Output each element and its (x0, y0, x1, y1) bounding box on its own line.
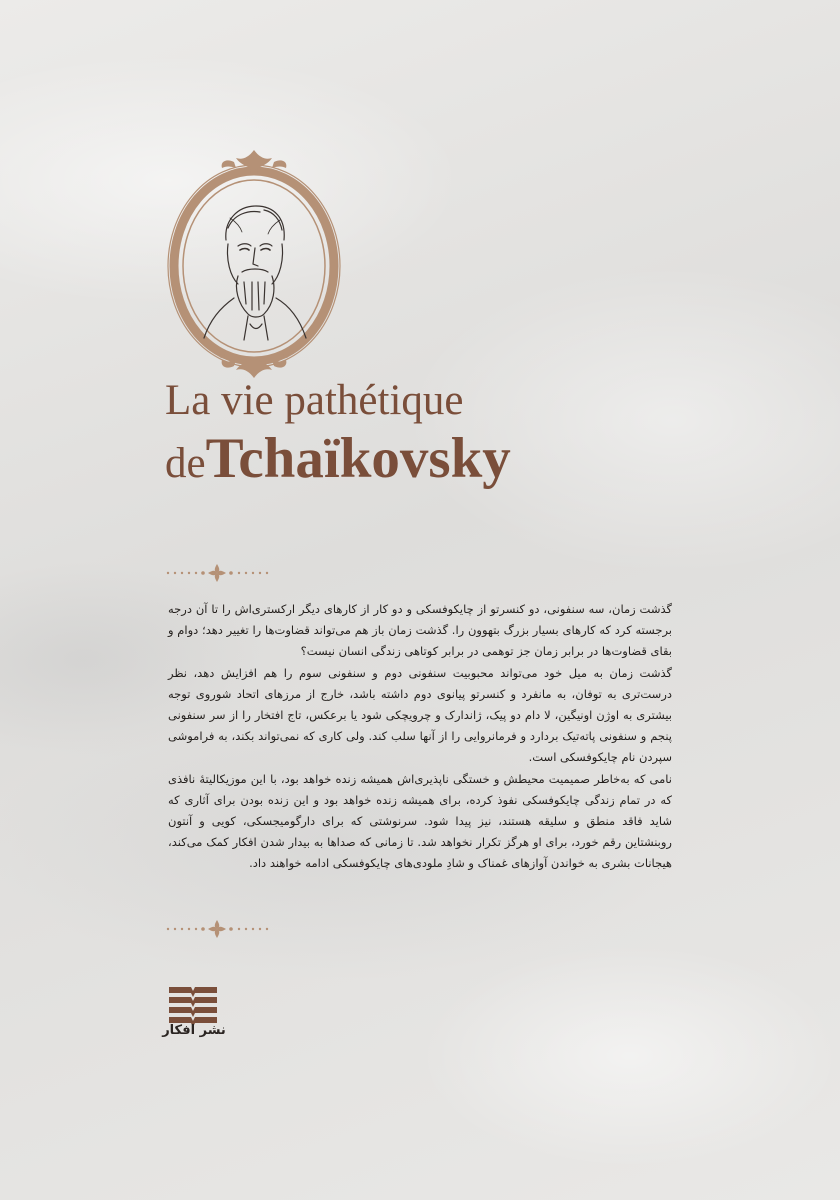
tchaikovsky-portrait-icon (204, 206, 306, 340)
decorative-divider-icon (165, 918, 270, 940)
title-name: Tchaïkovsky (205, 427, 511, 490)
back-cover-blurb (168, 599, 672, 875)
blurb-paragraph-3: نامی که به‌خاطر صمیمیت محیطش و خستگی ناپذیری‌اش همیشه زنده خواهد بود، با این موزیکالیتهٔ نافذی که در تمام زندگی چایکوفسکی نفوذ کرده، برای همیشه زنده خواهد بود و این زنده بودن برای آثاری که شاید فاقد منطق و سلیقه هستند، نیز پیدا شود. سرنوشتی که برای دارگومیجسکی، کویی و آنتون روبنشتاین رقم خورد، برای او هرگز تکرار نخواهد شد. تا زمانی که صداها به بیدار شدن افکار کمک می‌کند، هیجانات بشری به خواندن آوازهای غمناک و شادِ ملودی‌های چایکوفسکی ادامه خواهند داد. (168, 771, 672, 871)
title-line-2 (165, 427, 511, 505)
book-title (165, 375, 511, 505)
decorative-divider-icon (165, 562, 270, 584)
publisher-name: نشر افکار (162, 1023, 226, 1038)
title-line-1: La vie pathétique (165, 377, 464, 424)
blurb-paragraph-1: گذشت زمان، سه سنفونی، دو کنسرتو از چایکوفسکی و دو کار از کارهای دیگر ارکستری‌اش را تا آن درجه برجسته کرد که کارهای بسیار بزرگ بتهوون را. گذشت زمان باز هم می‌تواند قضاوت‌ها را تغییر دهد؛ دوام و بقای قضاوت‌ها در برابر زمان جز توهمی در برابر کوتاهی زندگی انسان نیست؟ (168, 602, 672, 659)
title-de: de (165, 440, 206, 487)
portrait-frame (164, 148, 344, 378)
blurb-paragraph-2: گذشت زمان به میل خود می‌تواند محبوبیت سنفونی دوم و سنفونی سوم را هم افزایش دهد، نظر درست‌تری به توفان، به مانفرد و کنسرتو پیانوی دوم داشته باشد، خارج از مرزهای اتحاد شوروی توجه بیشتری به اوژن اونیگین، لا دام دو پیک، ژاندارک و چرویچکی شود یا برعکس، تاج افتخار را از سر سنفونی پنجم و سنفونی پاته‌تیک بردارد و فرمانروایی را از آنها سلب کند. ولی کاری که نمی‌تواند بکند، به فراموشی سپردن نام چایکوفسکی است. (168, 665, 672, 765)
